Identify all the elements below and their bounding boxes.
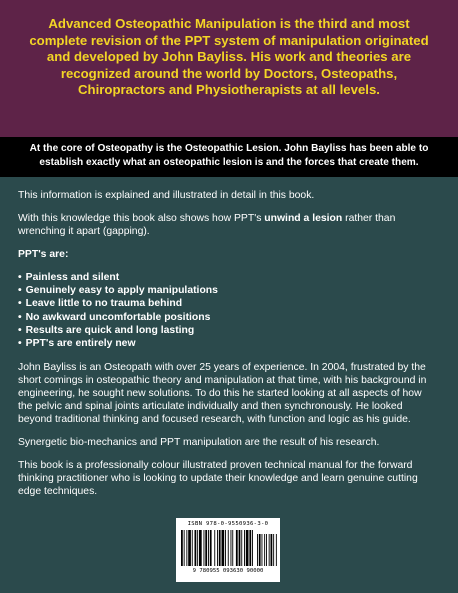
barcode-addon-bar (266, 534, 267, 566)
body-paragraph-4: Synergetic bio-mechanics and PPT manipulation are the result of his research. (18, 437, 380, 449)
unwind-lesion-emphasis: unwind a lesion (264, 213, 343, 224)
isbn-barcode (176, 518, 280, 582)
barcode-bar (252, 530, 253, 566)
barcode-bar (195, 530, 197, 566)
barcode-addon-bar (259, 534, 261, 566)
barcode-bar (217, 530, 218, 566)
barcode-bar (197, 530, 198, 566)
barcode-addon-bar (271, 534, 273, 566)
barcode-bar (246, 530, 249, 566)
bullet-item: • Genuinely easy to apply manipulations (18, 284, 436, 297)
barcode-bar (249, 530, 251, 566)
barcode-bar (222, 530, 225, 566)
core-text: At the core of Osteopathy is the Osteopathic Lesion. John Bayliss has been able to establish exactly what an osteopathic lesion is and the forces that create them. (29, 143, 429, 168)
barcode-addon-bar (276, 534, 277, 566)
barcode-bar (232, 530, 233, 566)
barcode-bars (179, 528, 277, 568)
barcode-bar (225, 530, 226, 566)
core-band (0, 137, 458, 177)
barcode-bar (184, 530, 185, 566)
barcode-bar (188, 530, 191, 566)
barcode-bar (181, 530, 183, 566)
isbn-number: ISBN 978-0-9550936-3-0 (187, 521, 269, 527)
barcode-bar (228, 530, 229, 566)
barcode-bar (204, 530, 205, 566)
barcode-bar (210, 530, 212, 566)
body-paragraph-5: This book is a professionally colour illustrated proven technical manual for the forward thinking practitioner who is looking to update their knowledge and learn genuine cutting edge techniques. (18, 460, 418, 498)
bullet-item: • Leave little to no trauma behind (18, 297, 436, 310)
barcode-addon: 90000 (246, 568, 264, 574)
bullet-item: • No awkward uncomfortable positions (18, 311, 436, 324)
body-paragraph-2-before: With this knowledge this book also shows how PPT's (18, 213, 265, 224)
intro-text: Advanced Osteopathic Manipulation is the third and most complete revision of the PPT system of manipulation originated and developed by John Bayliss. His work and theories are recognized around the world by Doctors, Osteopaths, Chiropractors and Physiotherapists at all levels. (29, 16, 429, 98)
barcode-addon-bar (264, 534, 265, 566)
barcode-bar (214, 530, 215, 566)
barcode-bar (231, 530, 232, 566)
barcode-bar (236, 530, 238, 566)
barcode-bar (192, 530, 193, 566)
body-paragraph-3: John Bayliss is an Osteopath with over 25 years of experience. In 2004, frustrated by the short comings in osteopathic theory and manipulation at that time, with his background in engineering, he sought new solutions. To do this he started looking at all aspects of how the pelvic and spinal joints articulate individually and then synchronously. He looked beyond traditional thinking and focused research, with function and logic as his guide. (18, 362, 427, 426)
barcode-bar (219, 530, 221, 566)
barcode-addon-bar (273, 534, 274, 566)
ppt-heading: PPT's are: (18, 249, 69, 260)
body-paragraph-2-after: rather than wrenching it apart (gapping). (18, 213, 396, 237)
barcode-addon-bar (262, 534, 263, 566)
barcode-bar (199, 530, 202, 566)
ppt-bullet-list (18, 271, 436, 350)
barcode-bar (205, 530, 207, 566)
barcode-bar (241, 530, 242, 566)
body-paragraph-2 (18, 212, 436, 238)
barcode-bar (244, 530, 245, 566)
bullet-item: • Results are quick and long lasting (18, 324, 436, 337)
bullet-item: • PPT's are entirely new (18, 337, 436, 350)
barcode-addon-bar (257, 534, 258, 566)
barcode-bar (186, 530, 187, 566)
barcode-digits: 9 780955 093630 (192, 568, 244, 574)
body-paragraph-1: This information is explained and illustrated in detail in this book. (18, 190, 315, 201)
barcode-bar (239, 530, 241, 566)
bullet-item: • Painless and silent (18, 271, 436, 284)
barcode-bar (208, 530, 209, 566)
barcode-addon-bar (269, 534, 270, 566)
top-band (0, 0, 458, 137)
